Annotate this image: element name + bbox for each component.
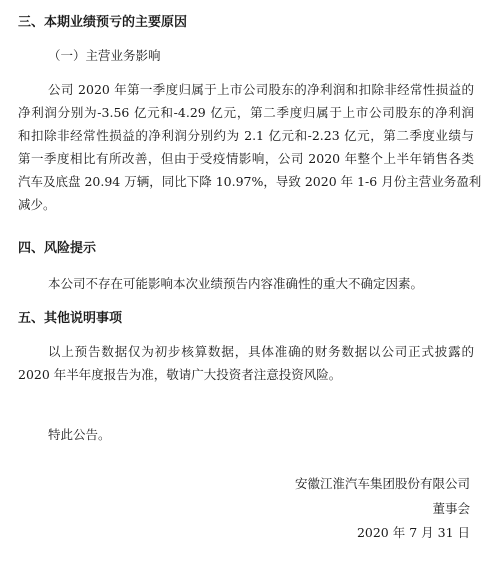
paragraph-line: 以上预告数据仅为初步核算数据，具体准确的财务数据以公司正式披露的 bbox=[48, 344, 474, 359]
paragraph-line: 第一季度相比有所改善，但由于受疫情影响，公司 2020 年整个上半年销售各类 bbox=[18, 151, 474, 166]
signature-board: 董事会 bbox=[432, 501, 470, 516]
paragraph-line: 减少。 bbox=[18, 197, 56, 212]
section-3-subheading: （一）主营业务影响 bbox=[48, 48, 161, 63]
section-5-paragraph bbox=[18, 340, 474, 386]
paragraph-line: 汽车及底盘 20.94 万辆，同比下降 10.97%，导致 2020 年 1-6 月份主营业务盈利 bbox=[18, 174, 482, 189]
signature-date: 2020 年 7 月 31 日 bbox=[356, 525, 470, 540]
paragraph-line: 和扣除非经常性损益的净利润分别约为 2.1 亿元和-2.23 亿元，第二季度业绩与 bbox=[18, 128, 474, 143]
paragraph-line: 公司 2020 年第一季度归属于上市公司股东的净利润和扣除非经常性损益的 bbox=[48, 82, 474, 97]
section-4-heading: 四、风险提示 bbox=[18, 241, 97, 256]
paragraph-line: 2020 年半年度报告为准，敬请广大投资者注意投资风险。 bbox=[18, 367, 342, 382]
signature-company: 安徽江淮汽车集团股份有限公司 bbox=[294, 476, 470, 491]
section-4-text: 本公司不存在可能影响本次业绩预告内容准确性的重大不确定因素。 bbox=[48, 276, 424, 291]
paragraph-line: 净利润分别为-3.56 亿元和-4.29 亿元，第二季度归属于上市公司股东的净利润 bbox=[18, 105, 474, 120]
section-3-paragraph bbox=[18, 78, 482, 216]
closing-text: 特此公告。 bbox=[48, 427, 111, 442]
section-5-heading: 五、其他说明事项 bbox=[18, 311, 123, 326]
section-3-heading: 三、本期业绩预亏的主要原因 bbox=[18, 15, 188, 30]
